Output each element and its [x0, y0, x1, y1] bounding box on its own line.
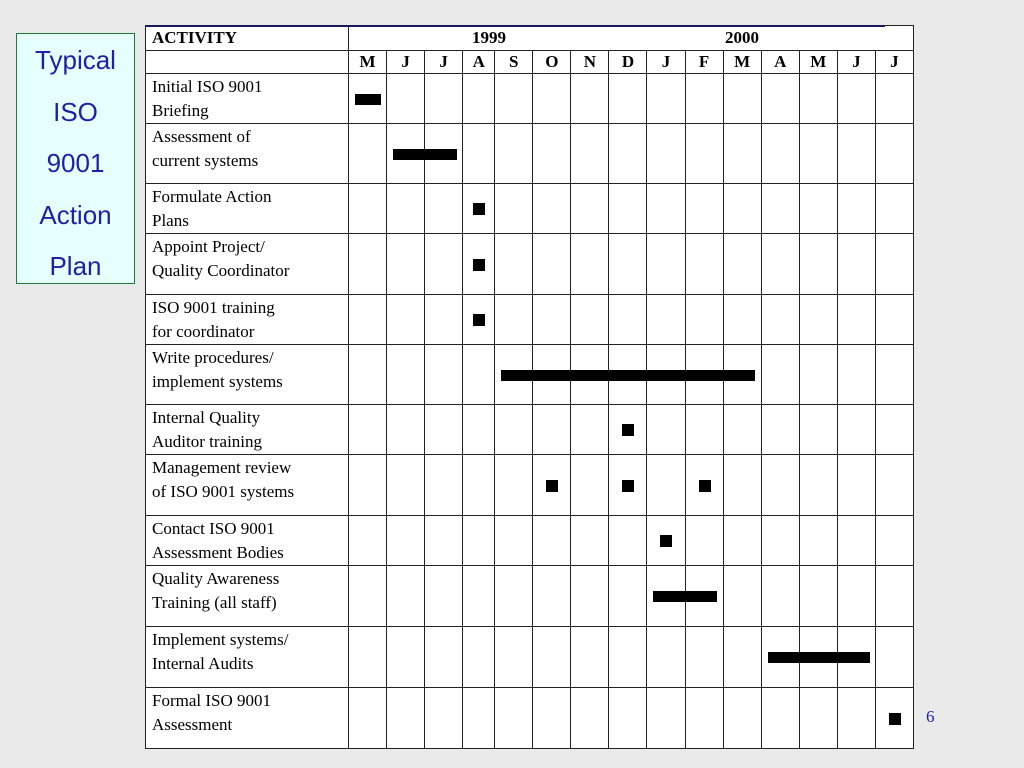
activity-line: ISO 9001 training — [152, 298, 275, 317]
month-cell — [685, 516, 723, 566]
month-cell — [463, 124, 495, 184]
activity-row — [146, 405, 914, 455]
month-cell — [761, 74, 799, 124]
month-cell — [533, 688, 571, 749]
month-cell — [425, 234, 463, 295]
month-header: J — [875, 51, 913, 74]
month-cell — [571, 74, 609, 124]
month-cell — [463, 455, 495, 516]
milestone-marker — [699, 480, 711, 492]
month-cell — [495, 405, 533, 455]
year-header — [349, 26, 914, 51]
activity-row — [146, 234, 914, 295]
month-cell — [349, 566, 387, 627]
month-cell — [425, 516, 463, 566]
month-cell — [609, 688, 647, 749]
month-cell — [349, 455, 387, 516]
month-cell — [647, 295, 685, 345]
milestone-marker — [622, 480, 634, 492]
activity-line: Implement systems/ — [152, 630, 289, 649]
title-line: Typical — [35, 45, 116, 75]
month-cell — [463, 516, 495, 566]
month-cell — [761, 566, 799, 627]
activity-row — [146, 516, 914, 566]
activity-line: Formulate Action — [152, 187, 272, 206]
month-cell — [685, 688, 723, 749]
month-cell — [349, 516, 387, 566]
month-cell — [533, 295, 571, 345]
month-cell — [387, 566, 425, 627]
month-cell — [533, 345, 571, 405]
month-cell — [533, 455, 571, 516]
activity-row — [146, 295, 914, 345]
month-cell — [425, 184, 463, 234]
activity-line: of ISO 9001 systems — [152, 482, 295, 501]
month-cell — [463, 345, 495, 405]
month-header: J — [647, 51, 685, 74]
month-cell — [349, 688, 387, 749]
month-cell — [837, 455, 875, 516]
month-cell — [799, 405, 837, 455]
month-cell — [723, 295, 761, 345]
month-cell — [463, 295, 495, 345]
month-header: S — [495, 51, 533, 74]
activity-header: ACTIVITY — [146, 26, 349, 51]
month-cell — [837, 184, 875, 234]
month-cell — [463, 184, 495, 234]
month-cell — [647, 405, 685, 455]
month-cell — [609, 455, 647, 516]
month-header: M — [799, 51, 837, 74]
month-cell — [387, 627, 425, 688]
month-cell — [837, 295, 875, 345]
month-cell — [387, 455, 425, 516]
month-cell — [837, 627, 875, 688]
activity-row — [146, 124, 914, 184]
month-cell — [685, 405, 723, 455]
month-cell — [647, 184, 685, 234]
month-header: O — [533, 51, 571, 74]
month-cell — [723, 234, 761, 295]
activity-name — [146, 295, 349, 345]
month-cell — [571, 295, 609, 345]
month-cell — [571, 688, 609, 749]
activity-line: Assessment of — [152, 127, 251, 146]
month-cell — [533, 124, 571, 184]
month-cell — [875, 627, 913, 688]
month-cell — [647, 124, 685, 184]
task-bar — [355, 94, 381, 105]
activity-line: Quality Coordinator — [152, 261, 290, 280]
activity-name — [146, 688, 349, 749]
month-cell — [571, 184, 609, 234]
month-cell — [761, 234, 799, 295]
month-cell — [837, 405, 875, 455]
activity-row — [146, 455, 914, 516]
title-line: ISO — [53, 96, 98, 127]
month-cell — [837, 74, 875, 124]
month-cell — [761, 184, 799, 234]
month-header: N — [571, 51, 609, 74]
month-cell — [685, 234, 723, 295]
activity-name — [146, 74, 349, 124]
month-cell — [799, 74, 837, 124]
month-cell — [875, 184, 913, 234]
month-cell — [761, 295, 799, 345]
activity-line: Assessment — [152, 715, 233, 734]
month-cell — [387, 405, 425, 455]
month-cell — [799, 124, 837, 184]
activity-row — [146, 627, 914, 688]
year-2000: 2000 — [725, 28, 759, 47]
month-cell — [463, 627, 495, 688]
month-cell — [609, 627, 647, 688]
month-cell — [799, 566, 837, 627]
activity-line: for coordinator — [152, 322, 255, 341]
month-cell — [533, 184, 571, 234]
top-rule — [145, 25, 885, 27]
month-cell — [463, 405, 495, 455]
month-cell — [571, 124, 609, 184]
month-cell — [495, 234, 533, 295]
month-cell — [723, 455, 761, 516]
month-cell — [425, 405, 463, 455]
month-cell — [837, 688, 875, 749]
month-cell — [875, 516, 913, 566]
month-cell — [685, 345, 723, 405]
month-cell — [425, 295, 463, 345]
gantt-table-wrap — [145, 25, 914, 749]
month-cell — [387, 124, 425, 184]
activity-line: Write procedures/ — [152, 348, 274, 367]
month-cell — [425, 455, 463, 516]
month-cell — [571, 455, 609, 516]
month-cell — [875, 295, 913, 345]
milestone-marker — [546, 480, 558, 492]
activity-line: Assessment Bodies — [152, 543, 284, 562]
activity-row — [146, 566, 914, 627]
month-cell — [761, 455, 799, 516]
month-cell — [685, 566, 723, 627]
month-cell — [463, 566, 495, 627]
month-cell — [349, 405, 387, 455]
month-cell — [685, 627, 723, 688]
month-cell — [571, 405, 609, 455]
month-cell — [685, 455, 723, 516]
month-cell — [495, 124, 533, 184]
year-1999: 1999 — [472, 28, 506, 47]
month-cell — [425, 124, 463, 184]
activity-line: Appoint Project/ — [152, 237, 265, 256]
month-cell — [647, 688, 685, 749]
month-cell — [723, 184, 761, 234]
month-cell — [609, 295, 647, 345]
activity-name — [146, 124, 349, 184]
month-cell — [875, 74, 913, 124]
month-cell — [495, 184, 533, 234]
month-cell — [425, 566, 463, 627]
gantt-table — [145, 25, 914, 749]
month-cell — [425, 688, 463, 749]
activity-row — [146, 345, 914, 405]
month-cell — [495, 627, 533, 688]
activity-line: Internal Audits — [152, 654, 254, 673]
month-cell — [349, 295, 387, 345]
month-header: J — [387, 51, 425, 74]
month-cell — [533, 74, 571, 124]
activity-name — [146, 405, 349, 455]
month-cell — [387, 516, 425, 566]
month-cell — [685, 184, 723, 234]
month-cell — [723, 566, 761, 627]
activity-name — [146, 566, 349, 627]
month-cell — [425, 74, 463, 124]
milestone-marker — [660, 535, 672, 547]
month-cell — [609, 124, 647, 184]
month-cell — [495, 345, 533, 405]
milestone-marker — [473, 203, 485, 215]
month-cell — [799, 688, 837, 749]
page-number: 6 — [926, 707, 935, 726]
month-cell — [837, 566, 875, 627]
month-cell — [685, 124, 723, 184]
month-cell — [799, 516, 837, 566]
month-cell — [495, 74, 533, 124]
month-header: J — [837, 51, 875, 74]
month-cell — [495, 295, 533, 345]
month-cell — [387, 234, 425, 295]
month-cell — [387, 184, 425, 234]
month-cell — [647, 566, 685, 627]
month-cell — [387, 345, 425, 405]
activity-name — [146, 184, 349, 234]
title-line: 9001 — [46, 148, 105, 178]
month-cell — [761, 516, 799, 566]
month-cell — [349, 184, 387, 234]
activity-line: Internal Quality — [152, 408, 261, 427]
month-cell — [875, 234, 913, 295]
month-cell — [723, 516, 761, 566]
month-cell — [799, 455, 837, 516]
month-cell — [533, 405, 571, 455]
month-cell — [533, 516, 571, 566]
activity-line: Contact ISO 9001 — [152, 519, 275, 538]
month-cell — [761, 688, 799, 749]
month-cell — [425, 345, 463, 405]
month-cell — [495, 516, 533, 566]
month-cell — [495, 455, 533, 516]
month-cell — [647, 627, 685, 688]
month-cell — [647, 345, 685, 405]
month-cell — [685, 74, 723, 124]
month-cell — [723, 688, 761, 749]
month-cell — [685, 295, 723, 345]
activity-line: Quality Awareness — [152, 569, 280, 588]
month-cell — [837, 234, 875, 295]
month-cell — [387, 688, 425, 749]
title-line: Plan — [49, 251, 102, 281]
activity-line: Initial ISO 9001 — [152, 77, 263, 96]
activity-name — [146, 627, 349, 688]
month-cell — [799, 345, 837, 405]
month-cell — [723, 405, 761, 455]
month-header: J — [425, 51, 463, 74]
month-header: A — [463, 51, 495, 74]
activity-name — [146, 234, 349, 295]
activity-row — [146, 184, 914, 234]
month-cell — [425, 627, 463, 688]
month-cell — [349, 234, 387, 295]
month-header: M — [349, 51, 387, 74]
month-cell — [609, 566, 647, 627]
month-cell — [463, 688, 495, 749]
activity-name — [146, 345, 349, 405]
month-cell — [609, 516, 647, 566]
month-cell — [837, 516, 875, 566]
month-cell — [647, 516, 685, 566]
activity-line: Training (all staff) — [152, 593, 277, 612]
month-cell — [647, 74, 685, 124]
month-cell — [609, 345, 647, 405]
milestone-marker — [889, 713, 901, 725]
month-header: D — [609, 51, 647, 74]
activity-row — [146, 688, 914, 749]
month-cell — [723, 74, 761, 124]
month-cell — [837, 124, 875, 184]
activity-header-blank — [146, 51, 349, 74]
activity-row — [146, 74, 914, 124]
month-cell — [875, 455, 913, 516]
month-cell — [571, 566, 609, 627]
slide-title — [16, 33, 135, 284]
month-cell — [799, 184, 837, 234]
month-cell — [761, 124, 799, 184]
month-cell — [571, 234, 609, 295]
month-cell — [533, 627, 571, 688]
month-cell — [571, 345, 609, 405]
activity-line: Plans — [152, 211, 189, 230]
month-cell — [875, 345, 913, 405]
activity-name — [146, 455, 349, 516]
milestone-marker — [622, 424, 634, 436]
month-cell — [349, 627, 387, 688]
activity-name — [146, 516, 349, 566]
month-cell — [647, 234, 685, 295]
month-cell — [571, 516, 609, 566]
month-cell — [723, 124, 761, 184]
month-cell — [495, 688, 533, 749]
month-cell — [609, 184, 647, 234]
activity-line: Formal ISO 9001 — [152, 691, 271, 710]
month-cell — [875, 124, 913, 184]
month-header: A — [761, 51, 799, 74]
month-cell — [387, 295, 425, 345]
month-cell — [837, 345, 875, 405]
month-cell — [723, 627, 761, 688]
month-cell — [533, 566, 571, 627]
month-header: M — [723, 51, 761, 74]
month-cell — [463, 74, 495, 124]
month-cell — [533, 234, 571, 295]
month-header: F — [685, 51, 723, 74]
milestone-marker — [473, 314, 485, 326]
activity-line: Auditor training — [152, 432, 263, 451]
month-cell — [761, 627, 799, 688]
month-cell — [723, 345, 761, 405]
month-cell — [609, 74, 647, 124]
month-cell — [495, 566, 533, 627]
month-cell — [349, 124, 387, 184]
month-cell — [875, 405, 913, 455]
activity-line: current systems — [152, 151, 259, 170]
month-cell — [799, 234, 837, 295]
title-line: Action — [39, 199, 112, 230]
activity-line: Management review — [152, 458, 292, 477]
month-cell — [647, 455, 685, 516]
activity-line: Briefing — [152, 101, 209, 120]
month-cell — [875, 688, 913, 749]
month-cell — [463, 234, 495, 295]
milestone-marker — [473, 259, 485, 271]
month-cell — [571, 627, 609, 688]
month-cell — [349, 74, 387, 124]
month-cell — [799, 295, 837, 345]
activity-line: implement systems — [152, 372, 283, 391]
month-cell — [609, 234, 647, 295]
month-cell — [761, 345, 799, 405]
month-cell — [387, 74, 425, 124]
month-cell — [799, 627, 837, 688]
month-cell — [609, 405, 647, 455]
month-cell — [875, 566, 913, 627]
month-cell — [761, 405, 799, 455]
month-cell — [349, 345, 387, 405]
